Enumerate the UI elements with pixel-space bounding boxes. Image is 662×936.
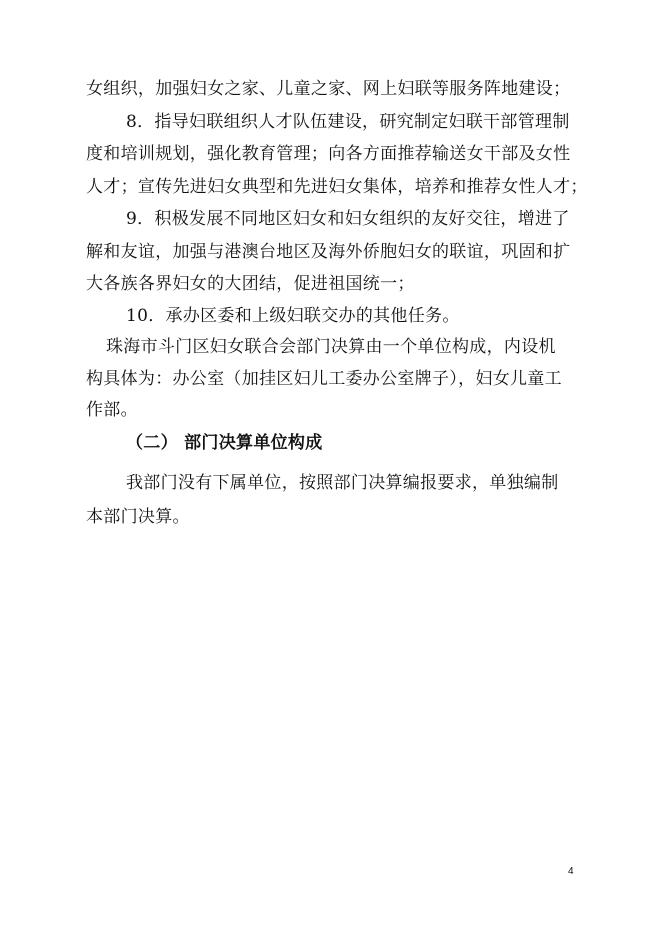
- text-line-7: 大各族各界妇女的大团结，促进祖国统一；: [86, 274, 415, 294]
- text-line-8: 10．承办区委和上级妇联交办的其他任务。: [126, 306, 460, 326]
- text-line-2: 8．指导妇联组织人才队伍建设，研究制定妇联干部管理制: [126, 112, 570, 132]
- closing-line-1: 我部门没有下属单位，按照部门决算编报要求，单独编制: [126, 473, 559, 493]
- text-line-9: 珠海市斗门区妇女联合会部门决算由一个单位构成，内设机: [106, 337, 556, 357]
- text-line-6: 解和友谊，加强与港澳台地区及海外侨胞妇女的联谊，巩固和扩: [86, 242, 571, 262]
- text-line-4: 人才；宣传先进妇女典型和先进妇女集体，培养和推荐女性人才；: [86, 177, 588, 197]
- text-line-11: 作部。: [86, 400, 138, 420]
- text-line-1: 女组织，加强妇女之家、儿童之家、网上妇联等服务阵地建设；: [86, 79, 571, 99]
- section-heading: （二） 部门决算单位构成: [126, 433, 323, 453]
- text-line-10: 构具体为：办公室（加挂区妇儿工委办公室牌子），妇女儿童工: [86, 369, 562, 389]
- text-line-3: 度和培训规划，强化教育管理；向各方面推荐输送女干部及女性: [86, 144, 571, 164]
- page-number: 4: [568, 866, 574, 877]
- text-line-5: 9．积极发展不同地区妇女和妇女组织的友好交往，增进了: [126, 209, 570, 229]
- closing-line-2: 本部门决算。: [86, 507, 190, 527]
